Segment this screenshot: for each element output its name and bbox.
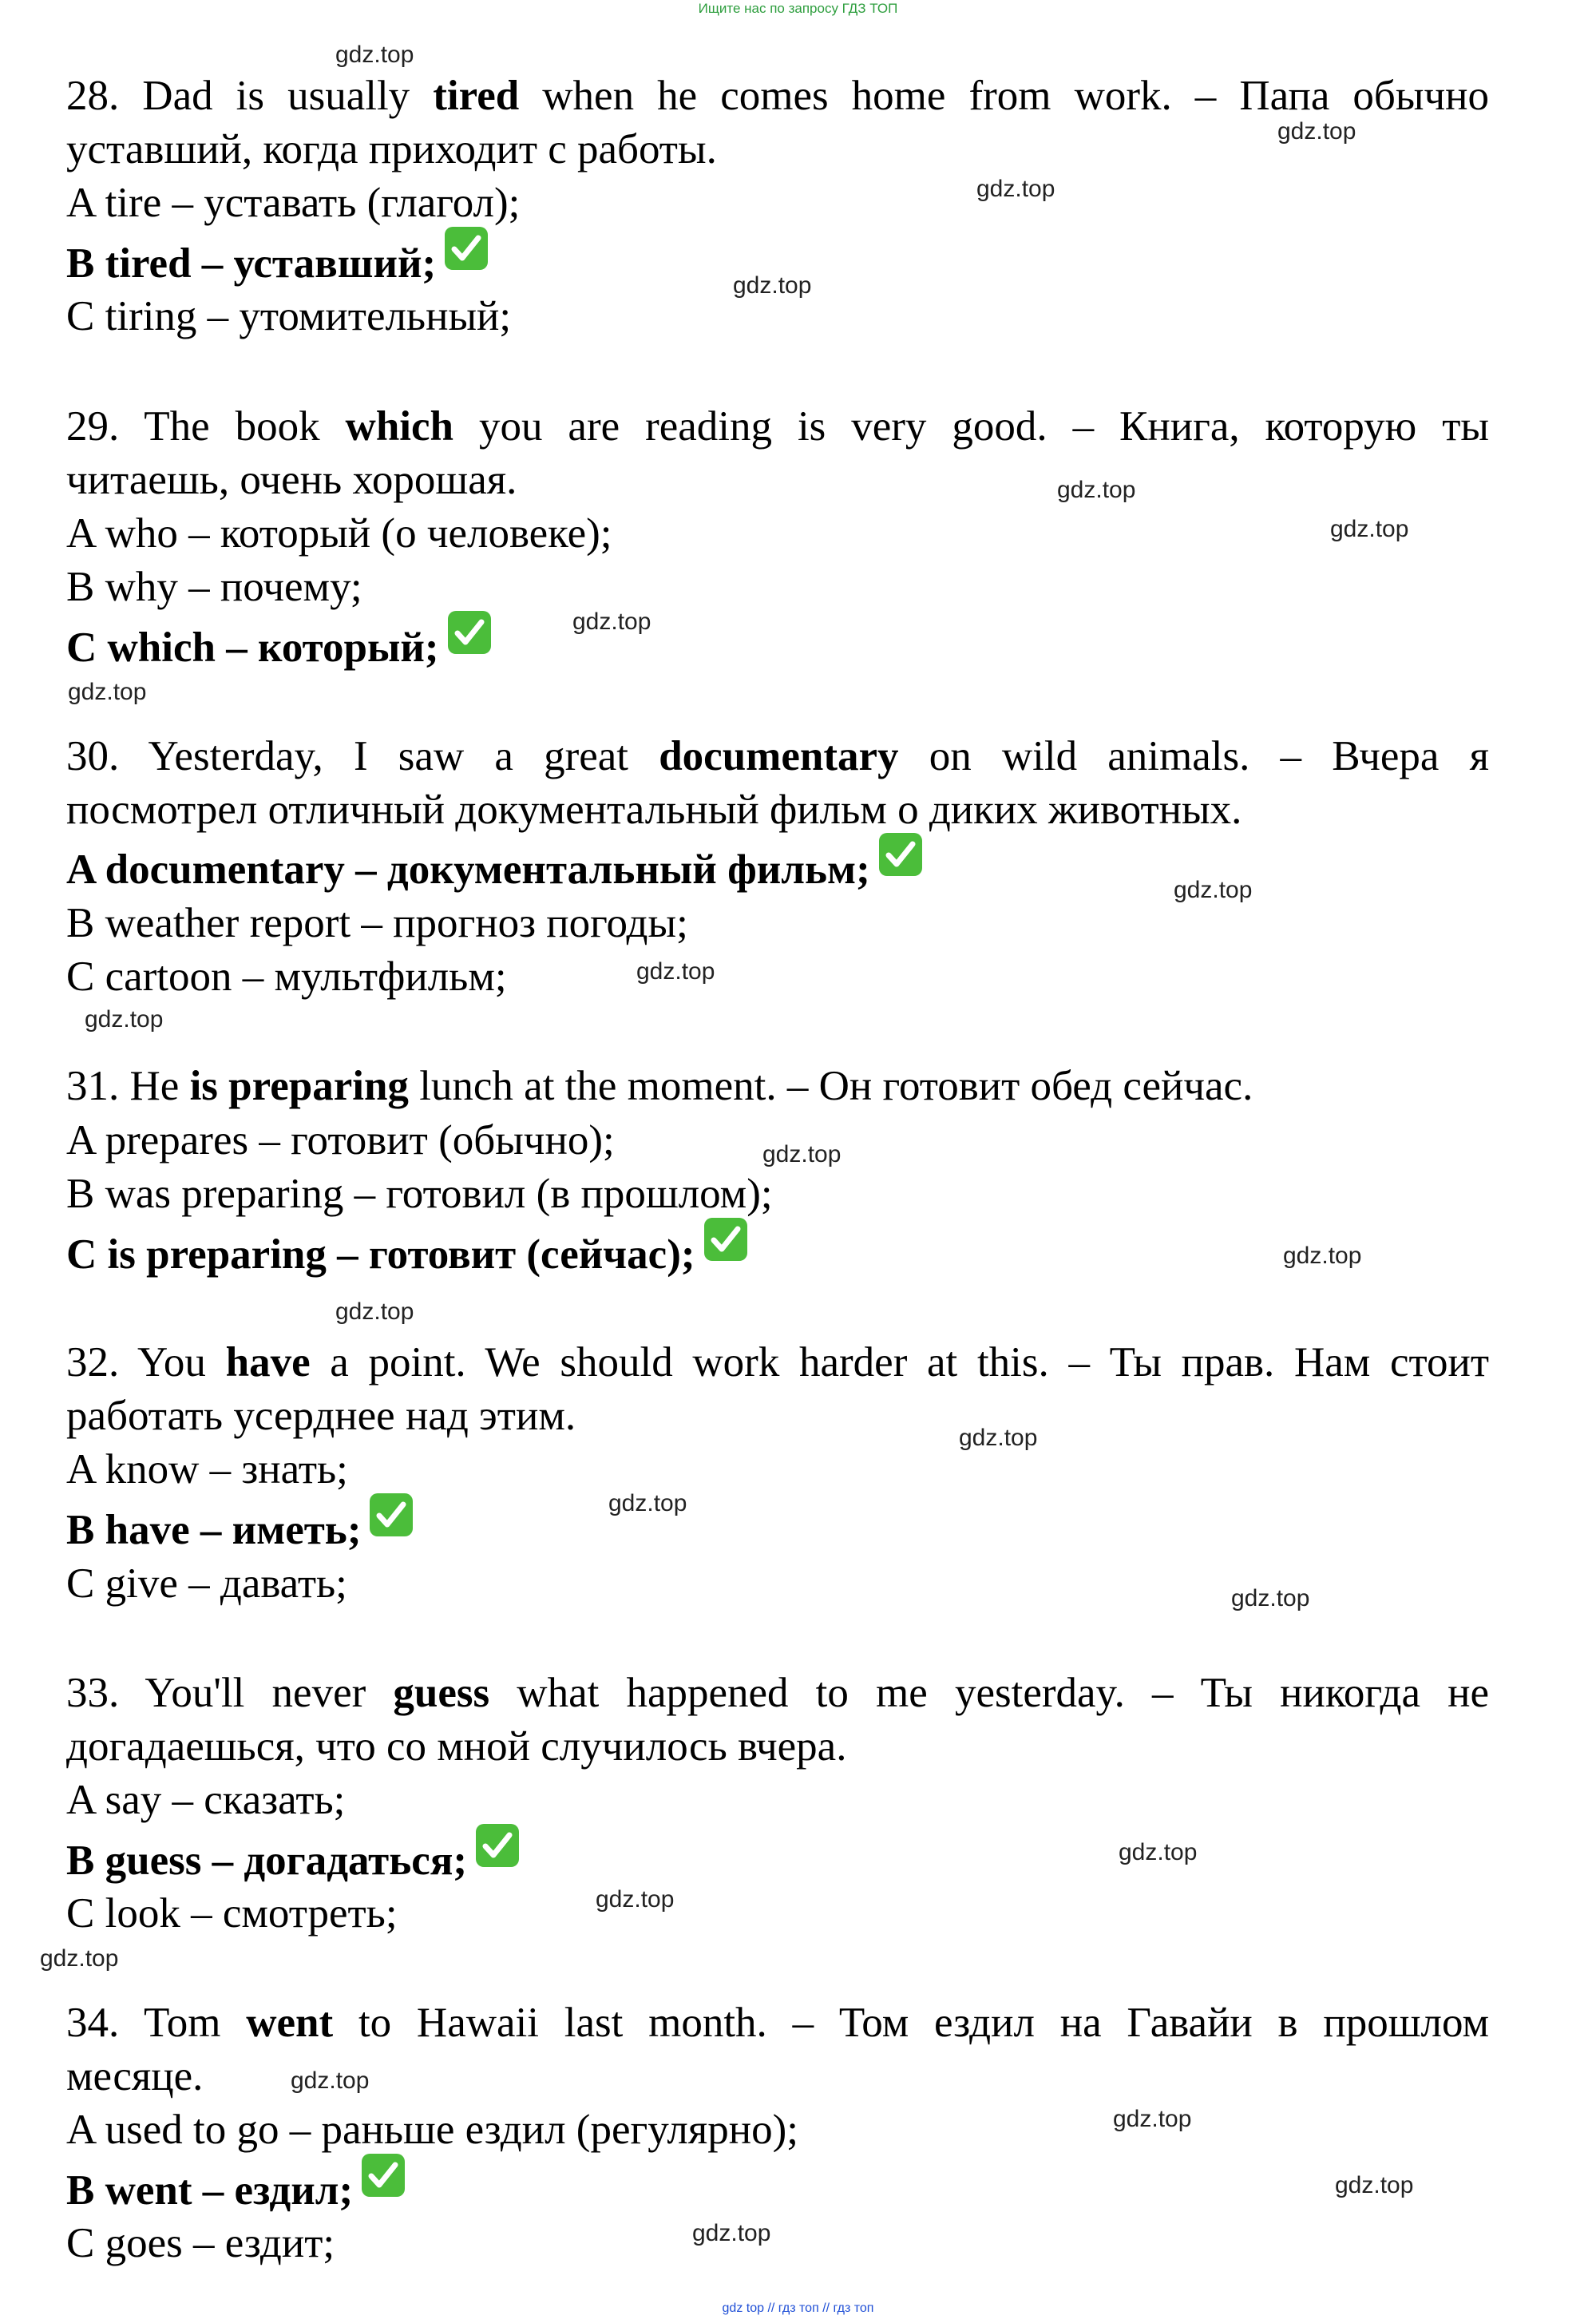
question-32-option-a: A know – знать; xyxy=(66,1446,348,1493)
check-mark-icon xyxy=(369,1493,414,1537)
question-33-line-1: 33. You'll never guess what happened to me yesterday. – Ты никогда не xyxy=(66,1670,1489,1716)
question-28-line-1: 28. Dad is usually tired when he comes home from work. – Папа обычно xyxy=(66,73,1490,119)
question-28-option-b-correct: B tired – уставший; xyxy=(66,234,1489,289)
question-28-line-2: уставший, когда приходит с работы. xyxy=(66,126,717,172)
watermark: gdz.top xyxy=(976,176,1055,202)
watermark: gdz.top xyxy=(40,1945,119,1972)
watermark: gdz.top xyxy=(959,1425,1038,1451)
question-32-option-c: C give – давать; xyxy=(66,1560,347,1607)
question-34-option-c: C goes – ездит; xyxy=(66,2220,335,2266)
watermark: gdz.top xyxy=(1277,118,1356,145)
question-34-line-1: 34. Tom went to Hawaii last month. – Том ездил на Гавайи в прошлом xyxy=(66,2000,1489,2046)
question-29-option-b: B why – почему; xyxy=(66,564,362,610)
question-32-line-1: 32. You have a point. We should work harder at this. – Ты прав. Нам стоит xyxy=(66,1339,1489,1385)
question-31-line-1: 31. He is preparing lunch at the moment. – Он готовит обед сейчас. xyxy=(66,1063,1253,1109)
watermark: gdz.top xyxy=(1231,1585,1310,1611)
question-33-option-a: A say – сказать; xyxy=(66,1777,346,1823)
check-mark-icon xyxy=(444,226,489,271)
watermark: gdz.top xyxy=(335,42,414,68)
watermark: gdz.top xyxy=(636,958,715,985)
watermark: gdz.top xyxy=(1174,877,1253,903)
question-30-option-c: C cartoon – мультфильм; xyxy=(66,953,507,1000)
question-33-option-c: C look – смотреть; xyxy=(66,1890,398,1936)
question-30-line-1: 30. Yesterday, I saw a great documentary on wild animals. – Вчера я xyxy=(66,733,1489,779)
check-mark-icon xyxy=(475,1823,520,1868)
watermark: gdz.top xyxy=(596,1886,675,1913)
question-32-line-2: работать усерднее над этим. xyxy=(66,1393,576,1439)
check-mark-icon xyxy=(361,2153,406,2198)
watermark: gdz.top xyxy=(291,2067,370,2094)
question-28-option-c: C tiring – утомительный; xyxy=(66,293,512,339)
question-30-option-b: B weather report – прогноз погоды; xyxy=(66,900,688,946)
question-30-option-a-correct: A documentary – документальный фильм; xyxy=(66,840,1489,895)
question-34-option-a: A used to go – раньше ездил (регулярно); xyxy=(66,2107,798,2153)
check-mark-icon xyxy=(447,610,492,655)
check-mark-icon xyxy=(703,1217,748,1262)
question-33-option-b-correct: B guess – догадаться; xyxy=(66,1831,1489,1886)
question-31-option-a: A prepares – готовит (обычно); xyxy=(66,1117,615,1163)
question-29-line-1: 29. The book which you are reading is very good. – Книга, которую ты xyxy=(66,403,1489,450)
bottom-banner: gdz top // гдз топ // гдз топ xyxy=(722,2301,874,2315)
question-31-option-c-correct: C is preparing – готовит (сейчас); xyxy=(66,1225,1489,1280)
watermark: gdz.top xyxy=(1057,477,1136,503)
watermark: gdz.top xyxy=(1119,1839,1198,1865)
watermark: gdz.top xyxy=(85,1006,164,1033)
watermark: gdz.top xyxy=(1113,2106,1192,2132)
question-34-line-2: месяце. xyxy=(66,2053,204,2099)
question-33-line-2: догадаешься, что со мной случилось вчера. xyxy=(66,1723,847,1770)
question-29-line-2: читаешь, очень хорошая. xyxy=(66,457,517,503)
watermark: gdz.top xyxy=(572,608,651,635)
watermark: gdz.top xyxy=(335,1298,414,1325)
question-28-option-a: A tire – уставать (глагол); xyxy=(66,180,521,226)
question-29-option-c-correct: C which – который; xyxy=(66,618,1489,673)
check-mark-icon xyxy=(878,832,923,877)
question-34-option-b-correct: B went – ездил; xyxy=(66,2161,1489,2216)
watermark: gdz.top xyxy=(68,679,147,705)
question-29-option-a: A who – который (о человеке); xyxy=(66,510,612,557)
watermark: gdz.top xyxy=(733,272,812,299)
watermark: gdz.top xyxy=(1330,516,1409,542)
watermark: gdz.top xyxy=(762,1141,842,1167)
question-30-line-2: посмотрел отличный документальный фильм о диких животных. xyxy=(66,787,1242,833)
top-banner: Ищите нас по запросу ГДЗ ТОП xyxy=(698,1,898,16)
watermark: gdz.top xyxy=(1335,2172,1414,2198)
question-31-option-b: B was preparing – готовил (в прошлом); xyxy=(66,1171,773,1217)
question-32-option-b-correct: B have – иметь; xyxy=(66,1500,1489,1556)
watermark: gdz.top xyxy=(1283,1243,1362,1269)
watermark: gdz.top xyxy=(608,1490,687,1516)
watermark: gdz.top xyxy=(692,2220,771,2246)
